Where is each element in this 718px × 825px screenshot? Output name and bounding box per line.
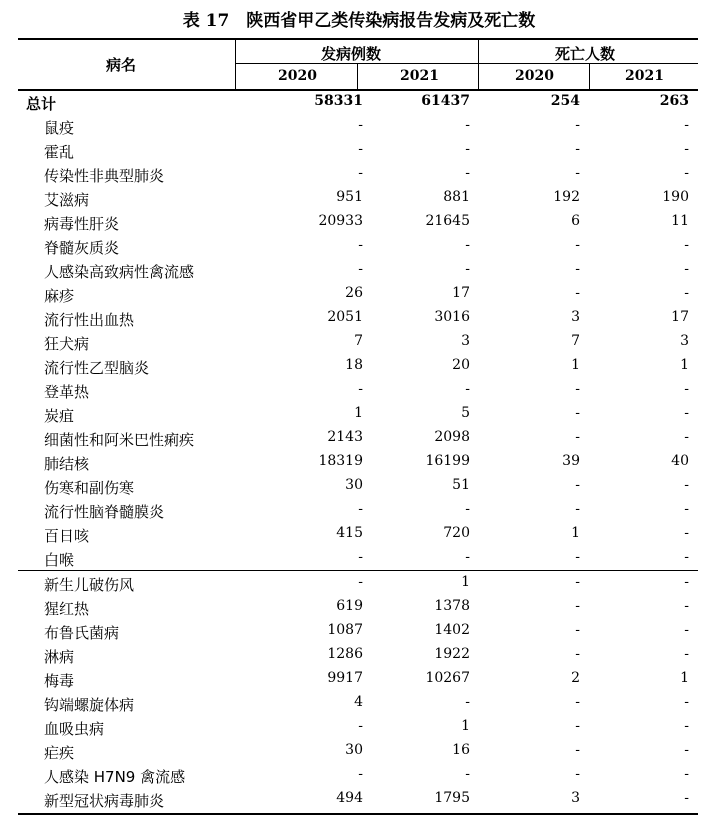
cases-2021: - <box>465 766 470 782</box>
cases-2020: 18319 <box>318 453 363 469</box>
disease-column-header: 病名 <box>106 56 137 74</box>
cases-2020: 415 <box>336 525 363 541</box>
cases-2020: - <box>358 117 363 133</box>
cases-2021: - <box>465 117 470 133</box>
cases-2021: 1795 <box>434 790 470 806</box>
header-divider-4 <box>589 64 590 89</box>
cases-2020: - <box>358 261 363 277</box>
deaths-2021: - <box>684 261 689 277</box>
deaths-2021: 17 <box>671 309 689 325</box>
row-name: 伤寒和副伤寒 <box>44 479 135 497</box>
cases-2020: 951 <box>336 189 363 205</box>
cases-2021: 5 <box>461 405 470 421</box>
table-row <box>0 619 718 643</box>
cases-2021: - <box>465 141 470 157</box>
table-row <box>0 378 718 402</box>
row-name: 新型冠状病毒肺炎 <box>44 792 165 810</box>
table-row <box>0 354 718 378</box>
deaths-2020: - <box>575 429 580 445</box>
table-row-total <box>0 90 718 114</box>
deaths-2021: - <box>684 718 689 734</box>
row-name: 登革热 <box>44 383 90 401</box>
deaths-2021: - <box>684 501 689 517</box>
row-name: 流行性脑脊髓膜炎 <box>44 503 165 521</box>
row-name: 白喉 <box>44 551 75 569</box>
deaths-2020: - <box>575 117 580 133</box>
table-row <box>0 186 718 210</box>
deaths-2021: - <box>684 694 689 710</box>
row-name: 钩端螺旋体病 <box>44 696 135 714</box>
deaths-2020: - <box>575 141 580 157</box>
header-divider-1 <box>235 39 236 89</box>
year-header-cases-2021: 2021 <box>400 68 439 84</box>
table-row <box>0 114 718 138</box>
row-name: 鼠疫 <box>44 119 75 137</box>
cases-2020: - <box>358 501 363 517</box>
deaths-2021: - <box>684 574 689 590</box>
header-divider-3 <box>357 64 358 89</box>
row-name: 总计 <box>26 95 57 113</box>
deaths-2020: 1 <box>571 357 580 373</box>
cases-2021: - <box>465 381 470 397</box>
deaths-2021: - <box>684 790 689 806</box>
deaths-2021: 190 <box>662 189 689 205</box>
cases-2021: - <box>465 165 470 181</box>
deaths-2020: 6 <box>571 213 580 229</box>
cases-2020: 9917 <box>327 670 363 686</box>
table-row <box>0 498 718 522</box>
row-name: 脊髓灰质炎 <box>44 239 120 257</box>
deaths-2020: 39 <box>562 453 580 469</box>
cases-2020: 26 <box>345 285 363 301</box>
deaths-2021: - <box>684 165 689 181</box>
deaths-2020: 3 <box>571 309 580 325</box>
deaths-2020: - <box>575 598 580 614</box>
deaths-2020: - <box>575 766 580 782</box>
cases-2020: 1087 <box>327 622 363 638</box>
deaths-2020: - <box>575 549 580 565</box>
deaths-2021: 1 <box>680 357 689 373</box>
year-header-deaths-2021: 2021 <box>625 68 664 84</box>
cases-2020: 2051 <box>327 309 363 325</box>
row-name: 人感染 H7N9 禽流感 <box>44 768 186 786</box>
row-name: 流行性乙型脑炎 <box>44 359 150 377</box>
table-row <box>0 595 718 619</box>
cases-2021: 1 <box>461 718 470 734</box>
cases-2021: 1 <box>461 574 470 590</box>
cases-2021: 1402 <box>434 622 470 638</box>
cases-2021: 16199 <box>425 453 470 469</box>
row-name: 淋病 <box>44 648 75 666</box>
cases-2021: 1922 <box>434 646 470 662</box>
table-row <box>0 306 718 330</box>
table-row <box>0 474 718 498</box>
deaths-2020: - <box>575 574 580 590</box>
cases-2021: - <box>465 549 470 565</box>
cases-2021: 1378 <box>434 598 470 614</box>
table-row <box>0 643 718 667</box>
deaths-2021: - <box>684 766 689 782</box>
table-row <box>0 667 718 691</box>
cases-2020: 1286 <box>327 646 363 662</box>
table-row <box>0 234 718 258</box>
deaths-2021: 1 <box>680 670 689 686</box>
deaths-2020: - <box>575 694 580 710</box>
deaths-2021: - <box>684 381 689 397</box>
cases-2020: 58331 <box>314 93 363 109</box>
cases-2020: 20933 <box>318 213 363 229</box>
deaths-2020: - <box>575 405 580 421</box>
cases-2021: 61437 <box>421 93 470 109</box>
table-row <box>0 787 718 811</box>
cases-2020: - <box>358 574 363 590</box>
row-name: 人感染高致病性禽流感 <box>44 263 195 281</box>
cases-2020: 494 <box>336 790 363 806</box>
row-name: 霍乱 <box>44 143 75 161</box>
row-name: 新生儿破伤风 <box>44 576 135 594</box>
deaths-2021: - <box>684 237 689 253</box>
year-header-deaths-2020: 2020 <box>515 68 554 84</box>
cases-2021: - <box>465 261 470 277</box>
table-row <box>0 763 718 787</box>
cases-2021: - <box>465 694 470 710</box>
deaths-2020: - <box>575 285 580 301</box>
deaths-2020: - <box>575 501 580 517</box>
cases-2020: - <box>358 141 363 157</box>
deaths-2020: - <box>575 646 580 662</box>
deaths-2020: - <box>575 477 580 493</box>
cases-2021: 2098 <box>434 429 470 445</box>
cases-2020: - <box>358 549 363 565</box>
table-row <box>0 426 718 450</box>
row-name: 血吸虫病 <box>44 720 105 738</box>
deaths-2021: 11 <box>671 213 689 229</box>
bottom-rule <box>18 813 698 815</box>
cases-2021: 3 <box>461 333 470 349</box>
table-row <box>0 450 718 474</box>
deaths-2021: - <box>684 405 689 421</box>
row-name: 病毒性肝炎 <box>44 215 120 233</box>
cases-2020: 4 <box>354 694 363 710</box>
deaths-2021: - <box>684 429 689 445</box>
cases-2020: 30 <box>345 742 363 758</box>
cases-2021: 21645 <box>425 213 470 229</box>
deaths-2021: - <box>684 285 689 301</box>
deaths-2020: - <box>575 165 580 181</box>
cases-2021: 16 <box>452 742 470 758</box>
cases-2020: 30 <box>345 477 363 493</box>
table-row <box>0 282 718 306</box>
cases-2020: 619 <box>336 598 363 614</box>
deaths-2021: 3 <box>680 333 689 349</box>
deaths-2021: - <box>684 477 689 493</box>
deaths-2020: - <box>575 742 580 758</box>
cases-2020: - <box>358 381 363 397</box>
deaths-2021: 40 <box>671 453 689 469</box>
cases-2020: 2143 <box>327 429 363 445</box>
deaths-2020: 2 <box>571 670 580 686</box>
header-mid-rule <box>235 63 698 64</box>
header-divider-2 <box>478 39 479 89</box>
deaths-2020: 1 <box>571 525 580 541</box>
cases-2021: - <box>465 501 470 517</box>
table-row <box>0 546 718 570</box>
deaths-2021: 263 <box>659 93 689 109</box>
deaths-2020: 7 <box>571 333 580 349</box>
cases-2021: 881 <box>443 189 470 205</box>
cases-2021: 17 <box>452 285 470 301</box>
cases-group-header: 发病例数 <box>321 45 382 63</box>
deaths-2020: 192 <box>553 189 580 205</box>
cases-2020: - <box>358 165 363 181</box>
row-name: 疟疾 <box>44 744 75 762</box>
deaths-2021: - <box>684 622 689 638</box>
table-row <box>0 571 718 595</box>
cases-2020: - <box>358 237 363 253</box>
deaths-2020: - <box>575 261 580 277</box>
cases-2021: 10267 <box>425 670 470 686</box>
cases-2020: 7 <box>354 333 363 349</box>
deaths-2021: - <box>684 549 689 565</box>
top-rule <box>18 38 698 40</box>
deaths-2021: - <box>684 525 689 541</box>
row-name: 梅毒 <box>44 672 75 690</box>
row-name: 肺结核 <box>44 455 90 473</box>
row-name: 麻疹 <box>44 287 75 305</box>
row-name: 传染性非典型肺炎 <box>44 167 165 185</box>
deaths-2021: - <box>684 742 689 758</box>
row-name: 狂犬病 <box>44 335 90 353</box>
row-name: 猩红热 <box>44 600 90 618</box>
cases-2020: - <box>358 766 363 782</box>
deaths-2020: - <box>575 622 580 638</box>
table-row <box>0 210 718 234</box>
table-row <box>0 739 718 763</box>
table-row <box>0 162 718 186</box>
cases-2021: 20 <box>452 357 470 373</box>
row-name: 细菌性和阿米巴性痢疾 <box>44 431 195 449</box>
row-name: 流行性出血热 <box>44 311 135 329</box>
deaths-2020: - <box>575 381 580 397</box>
cases-2021: - <box>465 237 470 253</box>
cases-2021: 720 <box>443 525 470 541</box>
year-header-cases-2020: 2020 <box>278 68 317 84</box>
deaths-2020: 254 <box>550 93 580 109</box>
cases-2020: 1 <box>354 405 363 421</box>
deaths-2021: - <box>684 598 689 614</box>
deaths-2021: - <box>684 141 689 157</box>
deaths-2021: - <box>684 646 689 662</box>
table-title: 表 17 陕西省甲乙类传染病报告发病及死亡数 <box>182 11 536 31</box>
cases-2020: - <box>358 718 363 734</box>
table-row <box>0 258 718 282</box>
cases-2020: 18 <box>345 357 363 373</box>
table-row <box>0 691 718 715</box>
deaths-group-header: 死亡人数 <box>555 45 616 63</box>
deaths-2021: - <box>684 117 689 133</box>
cases-2021: 3016 <box>434 309 470 325</box>
table-row <box>0 402 718 426</box>
cases-2021: 51 <box>452 477 470 493</box>
row-name: 艾滋病 <box>44 191 90 209</box>
table-row <box>0 715 718 739</box>
table-row <box>0 138 718 162</box>
row-name: 百日咳 <box>44 527 90 545</box>
row-name: 布鲁氏菌病 <box>44 624 120 642</box>
table-row <box>0 522 718 546</box>
deaths-2020: - <box>575 718 580 734</box>
row-name: 炭疽 <box>44 407 75 425</box>
deaths-2020: - <box>575 237 580 253</box>
deaths-2020: 3 <box>571 790 580 806</box>
table-row <box>0 330 718 354</box>
